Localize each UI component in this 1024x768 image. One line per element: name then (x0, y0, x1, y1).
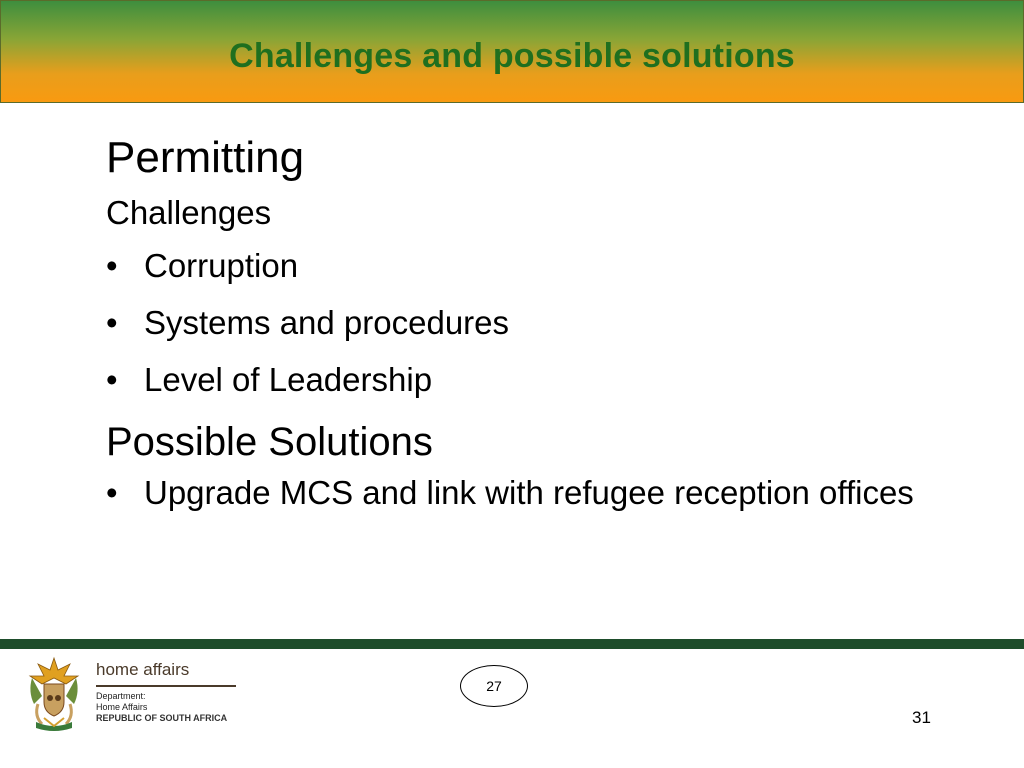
list-item-text: Upgrade MCS and link with refugee reception offices (144, 474, 914, 511)
dept-line1: Department: (96, 691, 146, 701)
country-name: REPUBLIC OF SOUTH AFRICA (96, 713, 228, 723)
list-item (106, 360, 986, 400)
footer-divider (0, 639, 1024, 649)
list-item (106, 246, 986, 286)
brand-block (96, 660, 246, 724)
slide-number: 31 (912, 708, 931, 727)
list-item-text: Systems and procedures (144, 304, 510, 341)
list-item-text: Level of Leadership (144, 361, 433, 398)
slide-content (106, 130, 986, 530)
bullet-icon: • (106, 247, 118, 284)
list-item (106, 473, 986, 513)
section-heading: Permitting (106, 133, 305, 182)
bullet-icon: • (106, 304, 118, 341)
title-bar (0, 0, 1024, 103)
bullet-icon: • (106, 474, 118, 511)
bullet-icon: • (106, 361, 118, 398)
page-number-oval: 27 (460, 665, 528, 707)
list-item (106, 303, 986, 343)
coat-of-arms-icon (24, 656, 84, 732)
challenges-label: Challenges (106, 194, 272, 231)
dept-line2: Home Affairs (96, 702, 148, 712)
slide-title: Challenges and possible solutions (229, 37, 795, 75)
list-item-text: Corruption (144, 247, 299, 284)
solutions-label: Possible Solutions (106, 420, 433, 464)
brand-name: home affairs (96, 660, 236, 687)
challenges-list (106, 246, 986, 400)
solutions-list (106, 473, 986, 513)
